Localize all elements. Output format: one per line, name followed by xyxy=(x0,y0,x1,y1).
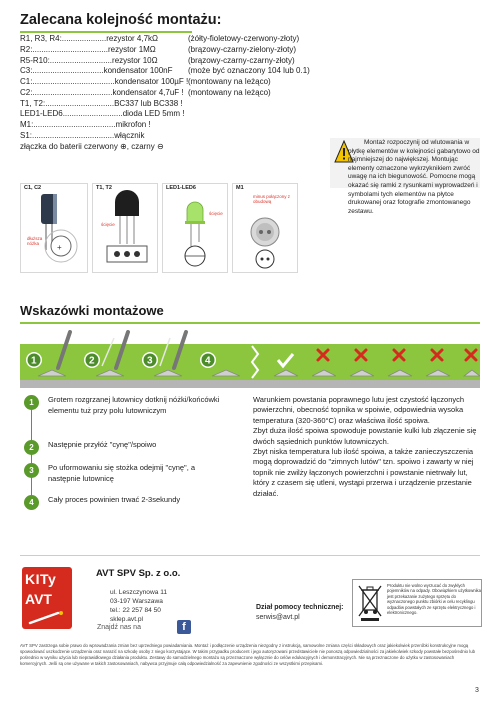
part-desc: R2:..................................rezystor 1MΩ xyxy=(20,44,156,54)
part-desc: R5-R10:............................rezystor 10Ω xyxy=(20,55,158,65)
led-drawing xyxy=(163,184,229,274)
part-note: (brązowy-czarny-zielony-złoty) xyxy=(188,44,297,54)
part-note: (montowany na leżąco) xyxy=(188,77,271,86)
figure-note: ścięcie xyxy=(209,211,223,216)
part-desc: S1:.....................................włącznik xyxy=(20,130,145,140)
page-number: 3 xyxy=(475,687,479,694)
legal-fine-print: AVT SPV zastrzega sobie prawo do wprowadzania zmian bez uprzedniego powiadamiania. Montaż i podłączenie urządzenia niezgodny z instrukcją, samowolne zmiana części składowych oraz jakiekolwiek przeróbki konstrukcyjne mogą spowodować uszkodzenie urządzenia oraz narazić na szkodę osoby z niego korzystające. W takim przypadku producent i jego autoryzowani przedstawiciele nie ponoszą odpowiedzialności za jakiekolwiek szkody powstałe bezpośrednio lub pośrednio w wyniku użycia lub nieprawidłowego działania produktu. Zestawy do samodzielnego montażu są przeznaczone wyłącznie do celów edukacyjnych i demonstracyjnych. Nie są przeznaczone do użytku w zastosowaniach komercyjnych. Jeśli są one używane w takich zastosowaniach, nabywca przyjmuje całą odpowiedzialność za zapewnienie zgodności ze wszystkimi przepisami. xyxy=(20,643,476,666)
company-name: AVT SPV Sp. z o.o. xyxy=(96,568,181,579)
part-desc: C1:.....................................kondensator 100µF ! xyxy=(20,77,189,86)
figure-label: T1, T2 xyxy=(96,185,112,191)
recycling-notice xyxy=(352,579,482,627)
component-figures xyxy=(20,183,320,275)
logo-line-1: KITy xyxy=(25,571,57,587)
logo-line-2: AVT xyxy=(25,591,52,607)
svg-text:+: + xyxy=(57,243,62,252)
step-text: Grotem rozgrzanej lutownicy dotknij nóżki/końcówki elementu tuż przy polu lutowniczym xyxy=(48,395,220,415)
page-title-text: Zalecana kolejność montażu: xyxy=(20,12,222,28)
tips-section-title: Wskazówki montażowe xyxy=(20,303,164,318)
capacitor-drawing xyxy=(21,184,89,274)
step-number: 1 xyxy=(24,395,39,410)
soldering-iron-icon xyxy=(28,611,66,625)
part-desc: LED1-LED6...........................dioda LED 5mm ! xyxy=(20,109,185,119)
part-desc: C3:................................kondensator 100nF xyxy=(20,66,173,76)
warning-text: Montaż rozpoczynij od wlutowania w płytkę elementów w kolejności gabarytowo od najmniejszej do największej. Montując elementy oznaczone wykrzyknikiem zwróć uwagę na ich biegunowość. Pomocne mogą okazać się ramki z rysunkami wyprowadzeń i symbolami tych elementów na płytce drukowanej oraz fotografie zmontowanego zestawu. xyxy=(348,139,480,215)
svg-text:1: 1 xyxy=(31,355,37,367)
step-text: Następnie przyłóż "cynę"/spoiwo xyxy=(48,440,157,449)
social-label: Znajdź nas na xyxy=(97,624,141,631)
figure-note: minus połączony z obudową xyxy=(253,194,291,204)
facebook-icon[interactable]: f xyxy=(177,620,191,634)
footer-divider xyxy=(20,555,480,556)
figure-microphone xyxy=(232,183,298,273)
part-note: (brązowy-czarny-czarny-złoty) xyxy=(188,55,295,65)
step-number: 3 xyxy=(24,463,39,478)
title-underline xyxy=(20,31,192,33)
tech-support xyxy=(256,603,344,623)
warning-paragraph: Zbyt duża ilość spoiwa spowoduje powstanie kulki lub złączenie się dwóch sąsiednich punktów lutowniczych. xyxy=(253,426,477,446)
figure-capacitor xyxy=(20,183,88,273)
soldering-warnings xyxy=(253,395,483,499)
crossed-bin-icon xyxy=(357,584,383,622)
figure-label: C1, C2 xyxy=(24,185,42,191)
figure-note: dłuższa nóżka xyxy=(27,236,43,246)
warning-paragraph: Zbyt niska temperatura lub ilość spoiwa, a także zanieczyszczenia mogą doprowadzić do "zimnych lutów" tzn. spoiwo i zawarty w niej topnik nie zwilży łączonych powierzchni i powstanie nietrwały lut, który z czasem się utleni, wystąpi przerwa i urządzenie przestanie działać. xyxy=(253,447,474,498)
step-number: 2 xyxy=(24,440,39,455)
address-line: 03-197 Warszawa xyxy=(110,598,163,605)
tech-support-label: Dział pomocy technicznej: xyxy=(256,604,344,611)
figure-note: ścięcie xyxy=(101,222,115,227)
part-desc: C2:....................................kondensator 4,7uF ! xyxy=(20,87,184,97)
transistor-drawing xyxy=(93,184,159,274)
step-text: Cały proces powinien trwać 2-3sekundy xyxy=(48,495,181,504)
kity-avt-logo xyxy=(22,567,72,629)
part-desc: złączka do baterii czerwony ⊕, czarny ⊖ xyxy=(20,141,164,151)
recycling-text: Produktu nie wolno wyrzucać do zwykłych pojemników na odpady. Obowiązkiem użytkownika jest przekazanie zużytego sprzętu do wyznaczonego punktu zbiórki w celu recyklingu odpadów powstałych ze sprzętu elektrycznego i elektronicznego. xyxy=(387,583,481,616)
svg-text:2: 2 xyxy=(89,355,95,367)
part-note: (może być oznaczony 104 lub 0.1) xyxy=(188,66,310,76)
address-phone: tel.: 22 257 84 50 xyxy=(110,607,161,614)
company-address xyxy=(110,588,167,624)
figure-label: M1 xyxy=(236,185,244,191)
part-desc: T1, T2:...............................BC337 lub BC338 ! xyxy=(20,98,183,108)
warning-paragraph: Warunkiem powstania poprawnego lutu jest czystość łączonych powierzchni, obecność topnika w spoiwie, odpowiednia wysoka temperatura (320-360°C) oraz właściwa ilość spoiwa. xyxy=(253,395,465,425)
svg-text:3: 3 xyxy=(147,355,153,367)
tech-support-email[interactable]: serwis@avt.pl xyxy=(256,614,300,621)
figure-transistor xyxy=(92,183,158,273)
svg-text:4: 4 xyxy=(205,355,211,367)
figure-label: LED1-LED6 xyxy=(166,185,196,191)
part-note: (żółty-fioletowy-czerwony-złoty) xyxy=(188,34,300,43)
page-title xyxy=(20,12,221,28)
part-note: (montowany na leżąco) xyxy=(188,87,271,97)
tips-title-underline xyxy=(20,322,480,324)
part-desc: R1, R3, R4:....................rezystor 4,7kΩ xyxy=(20,34,159,43)
address-website[interactable]: sklep.avt.pl xyxy=(110,616,143,623)
part-desc: M1:.....................................mikrofon ! xyxy=(20,120,151,129)
step-number: 4 xyxy=(24,495,39,510)
assembly-warning-box xyxy=(330,138,480,258)
step-text: Po uformowaniu się stożka odejmij "cynę", a następnie lutownicę xyxy=(48,463,196,483)
figure-led xyxy=(162,183,228,273)
soldering-illustration xyxy=(20,330,480,388)
address-line: ul. Leszczynowa 11 xyxy=(110,589,168,596)
